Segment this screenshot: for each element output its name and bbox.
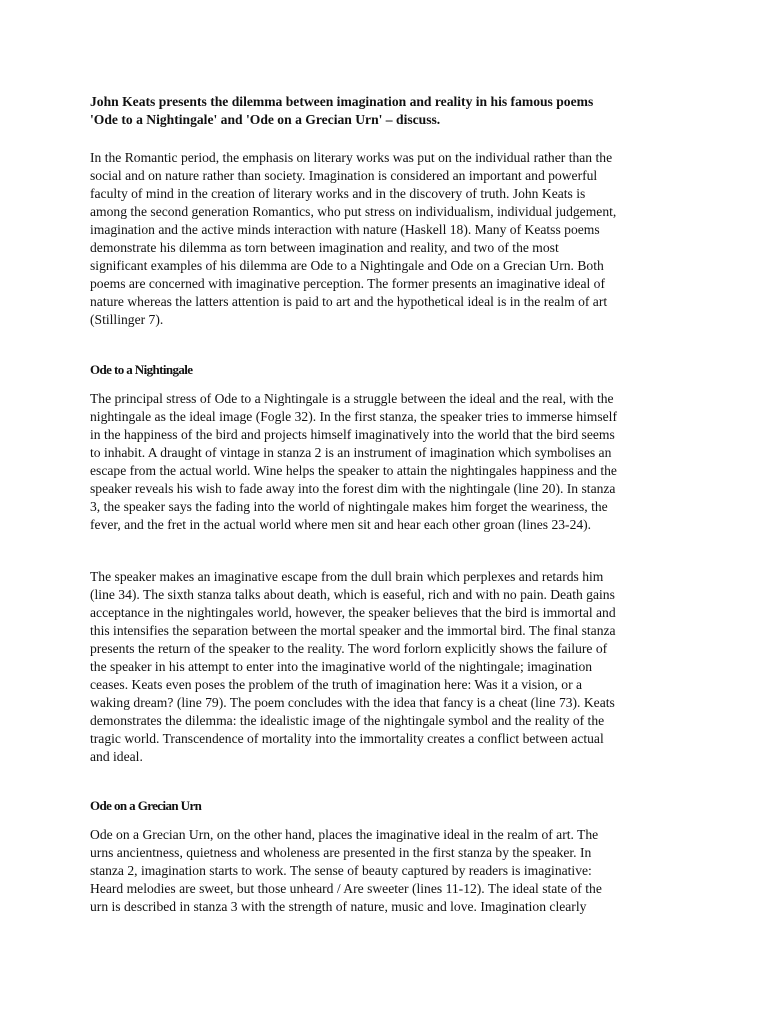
paragraph-line: fever, and the fret in the actual world where men sit and hear each other groan (lines 23-24).: [90, 517, 592, 532]
paragraph-line: this intensifies the separation between the mortal speaker and the immortal bird. The final stanza: [90, 623, 616, 638]
paragraph-line: presents the return of the speaker to the reality. The word forlorn explicitly shows the failure of: [90, 641, 608, 656]
paragraph-line: nature whereas the latters attention is paid to art and the hypothetical ideal is in the realm of art: [90, 294, 608, 309]
paragraph-line: social and on nature rather than society. Imagination is considered an important and powerful: [90, 168, 598, 183]
paragraph-line: urn is described in stanza 3 with the strength of nature, music and love. Imagination clearly: [90, 899, 587, 914]
paragraph-line: acceptance in the nightingales world, however, the speaker believes that the bird is immortal and: [90, 605, 616, 620]
paragraph-line: (Stillinger 7).: [90, 312, 164, 327]
paragraph-line: (line 34). The sixth stanza talks about death, which is easeful, rich and with no pain. Death gains: [90, 587, 615, 602]
paragraph-line: the speaker in his attempt to enter into the imaginative world of the nightingale; imagination: [90, 659, 593, 674]
paragraph-line: escape from the actual world. Wine helps the speaker to attain the nightingales happiness and the: [90, 463, 617, 478]
paragraph-line: urns ancientness, quietness and wholeness are presented in the first stanza by the speaker. In: [90, 845, 592, 860]
paragraph-line: among the second generation Romantics, who put stress on individualism, individual judgement,: [90, 204, 617, 219]
section-heading: Ode to a Nightingale: [90, 362, 193, 377]
paragraph-line: In the Romantic period, the emphasis on literary works was put on the individual rather than the: [90, 150, 613, 165]
paragraph-line: nightingale as the ideal image (Fogle 32). In the first stanza, the speaker tries to immerse himself: [90, 409, 617, 424]
paragraph-line: significant examples of his dilemma are Ode to a Nightingale and Ode on a Grecian Urn. Both: [90, 258, 604, 273]
paragraph-line: poems are concerned with imaginative perception. The former presents an imaginative ideal of: [90, 276, 605, 291]
paragraph-line: waking dream? (line 79). The poem concludes with the idea that fancy is a cheat (line 73). Keats: [90, 695, 615, 710]
paragraph-line: ceases. Keats even poses the problem of the truth of imagination here: Was it a vision, or a: [90, 677, 583, 692]
paragraph-line: and ideal.: [90, 749, 143, 764]
paragraph-line: demonstrates the dilemma: the idealistic image of the nightingale symbol and the reality of the: [90, 713, 605, 728]
paragraph-line: speaker reveals his wish to fade away into the forest dim with the nightingale (line 20). In stanza: [90, 481, 616, 496]
paragraph-line: Heard melodies are sweet, but those unheard / Are sweeter (lines 11-12). The ideal state of the: [90, 881, 602, 896]
paragraph-line: The principal stress of Ode to a Nightingale is a struggle between the ideal and the real, with the: [90, 391, 614, 406]
paragraph-line: stanza 2, imagination starts to work. The sense of beauty captured by readers is imaginative:: [90, 863, 592, 878]
paragraph-line: 3, the speaker says the fading into the world of nightingale makes him forget the weariness, the: [90, 499, 608, 514]
section-heading: Ode on a Grecian Urn: [90, 798, 202, 813]
document-title-line-2: 'Ode to a Nightingale' and 'Ode on a Grecian Urn' – discuss.: [90, 112, 441, 127]
paragraph-line: in the happiness of the bird and projects himself imaginatively into the world that the bird seems: [90, 427, 615, 442]
paragraph-line: The speaker makes an imaginative escape from the dull brain which perplexes and retards him: [90, 569, 604, 584]
paragraph-line: Ode on a Grecian Urn, on the other hand, places the imaginative ideal in the realm of art. The: [90, 827, 599, 842]
paragraph-line: imagination and the active minds interaction with nature (Haskell 18). Many of Keatss poems: [90, 222, 600, 237]
paragraph-line: demonstrate his dilemma as torn between imagination and reality, and two of the most: [90, 240, 559, 255]
paragraph-line: faculty of mind in the creation of literary works and in the discovery of truth. John Keats is: [90, 186, 586, 201]
document-title-line-1: John Keats presents the dilemma between imagination and reality in his famous poems: [90, 94, 594, 109]
paragraph-line: to inhabit. A draught of vintage in stanza 2 is an instrument of imagination which symbolises an: [90, 445, 612, 460]
paragraph-line: tragic world. Transcendence of mortality into the immortality creates a conflict between actual: [90, 731, 604, 746]
